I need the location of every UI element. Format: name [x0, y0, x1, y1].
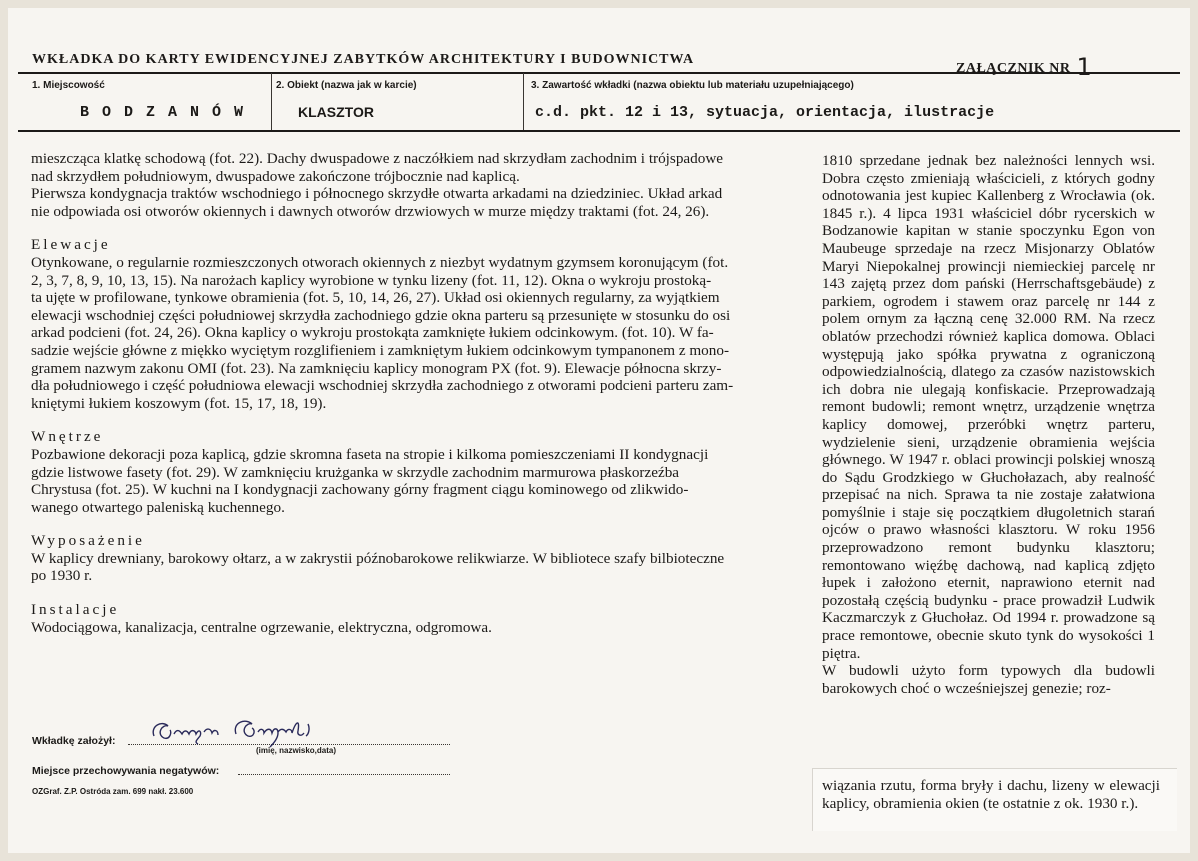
intro-line: nad skrzydłem południowym, dwuspadowe zakończone trójbocznie nad kaplicą. — [31, 167, 520, 185]
elewacje-line: elewacji wschodniej części południowej skrzydła zachodniego gdzie okna parteru są przesunięte w stosunku do osi — [31, 306, 731, 324]
side-column — [822, 152, 1155, 697]
section-heading-wyposazenie: Wyposażenie — [31, 532, 145, 550]
elewacje-line: ta ujęte w profilowane, tynkowe obramienia (fot. 5, 10, 14, 26, 27). Układ osi okiennych regularny, za wyjątkiem — [31, 289, 720, 307]
object-label: 2. Obiekt (nazwa jak w karcie) — [276, 80, 417, 91]
instalacje-line: Wodociągowa, kanalizacja, centralne ogrzewanie, elektryczna, odgromowa. — [31, 618, 492, 636]
intro-line: Pierwsza kondygnacja traktów wschodniego i północnego skrzydłe otwarta arkadami na dziedziniec. Układ arkad — [31, 185, 723, 203]
locality-label: 1. Miejscowość — [32, 80, 105, 91]
header-rule-bottom — [18, 130, 1180, 132]
wnetrze-line: Chrystusa (fot. 25). W kuchni na I kondygnacji zachowany górny fragment ciągu kominowego od zlikwido- — [31, 481, 689, 499]
attachment-number: 1 — [1076, 53, 1093, 81]
elewacje-line: kniętymi łukiem koszowym (fot. 15, 17, 18, 19). — [31, 394, 327, 412]
header-rule-top — [18, 72, 1180, 74]
wnetrze-line: gdzie listwowe fasety (fot. 29). W zamknięciu krużganka w skrzydle zachodnim marmurowa płaskorzeźba — [31, 463, 680, 481]
elewacje-line: arkad podcieni (fot. 24, 26). Okna kaplicy o wykroju prostokąta zamknięte łukiem odcinkowym. (fot. 10). W fa- — [31, 324, 714, 342]
printer-note: OZGraf. Z.P. Ostróda zam. 699 nakł. 23.600 — [32, 787, 194, 796]
elewacje-line: Otynkowane, o regularnie rozmieszczonych otworach okiennych z niezbyt wydatnym gzymsem koronującym (fot. — [31, 253, 729, 271]
style-paragraph-end: wiązania rzutu, forma bryły i dachu, lizeny w elewacji kaplicy, obramienia okien (te ostatnie z ok. 1930 r.). — [822, 777, 1160, 812]
section-heading-elewacje: Elewacje — [31, 236, 111, 254]
wnetrze-line: Pozbawione dekoracji poza kaplicą, gdzie skromna faseta na stropie i kilkoma pomieszczeniami II kondygnacji — [31, 445, 709, 463]
founder-caption: (imię, nazwisko,data) — [256, 746, 337, 755]
history-paragraph: 1810 sprzedane jednak bez należności lennych wsi. Dobra często zmieniają właścicieli, z których godny odnotowania jest kupiec Kallenberg z Wrocławia (ok. 1845 r.). 4 lipca 1931 właściciel dóbr rycerskich w Bodzanowie kapitan w stanie spoczynku Egon von Maubeuge sprzedaje na rzecz Misjonarzy Oblatów Maryi Niepokalnej prowincji niemieckiej parcelę nr 143 zajętą przez dom pański (Herrschaftsgebäude) z parkiem, ogrodem i stawem oraz parcelę nr 144 z polem ornym za łączną cenę 32.000 RM. Na rzecz oblatów przechodzi również kaplica domowa. Oblaci występują jako spółka prywatna z ograniczoną odpowiedzialnością, dlatego za czasów nazistowskich ich dobra nie ulegają konfiskacie. Przeprowadzają remont budowli; remont wnętrz, urządzenie wnętrza kaplicy domowej, przeróbki wnętrz parteru, wydzielenie sieni, urządzenie obramienia wejścia głównego. W 1947 r. oblaci prowincji polskiej wnoszą do Sądu Grodzkiego w Głuchołazach, aby realność przepisać na nich. Sprawa ta nie zostaje załatwiona pomyślnie i staje się początkiem długoletnich starań ojców o prawo własności klasztoru. W roku 1956 przeprowadzono remont budynku klasztoru; remontowano więźbę dachową, nad kaplicą zdjęto łupek i założono eternit, naprawiono eternit nad pozostałą częścią budynku - prace prowadził Ludwik Kaczmarczyk z Głuchołaz. Od 1994 r. prowadzone są prace remontowe, obecnie skuto tynk do wysokości 1 piętra. — [822, 152, 1155, 662]
contents-label: 3. Zawartość wkładki (nazwa obiektu lub materiału uzupełniającego) — [531, 80, 854, 91]
contents-value: c.d. pkt. 12 i 13, sytuacja, orientacja, ilustracje — [535, 104, 995, 121]
negatives-label: Miejsce przechowywania negatywów: — [32, 765, 220, 777]
column-divider-2 — [523, 73, 524, 130]
attachment-label-text: ZAŁĄCZNIK NR — [956, 61, 1071, 76]
intro-line: nie odpowiada osi otworów okiennych i dawnych otworów drzwiowych w murze między traktami (fot. 24, 26). — [31, 202, 710, 220]
wnetrze-line: wanego otwartego paleniską kuchennego. — [31, 498, 285, 516]
main-column — [31, 150, 791, 636]
wyposazenie-line: po 1930 r. — [31, 567, 93, 585]
section-heading-instalacje: Instalacje — [31, 601, 120, 619]
elewacje-line: 2, 3, 7, 8, 9, 10, 13, 15). Na narożach kaplicy wyrobione w tynku lizeny (fot. 11, 12). Okna o wykroju prostoką- — [31, 271, 712, 289]
wyposazenie-line: W kaplicy drewniany, barokowy ołtarz, a w zakrystii późnobarokowe relikwiarze. W bibliotece szafy bilbioteczne — [31, 549, 725, 567]
column-divider-1 — [271, 73, 272, 130]
style-paragraph-start: W budowli użyto form typowych dla budowli barokowych choć o wcześniejszej genezie; roz- — [822, 662, 1155, 697]
section-heading-wnetrze: Wnętrze — [31, 428, 104, 446]
negatives-dotted-line — [238, 774, 450, 775]
card-title: WKŁADKA DO KARTY EWIDENCYJNEJ ZABYTKÓW ARCHITEKTURY I BUDOWNICTWA — [32, 52, 695, 67]
signature-image — [148, 712, 333, 750]
intro-line: mieszcząca klatkę schodową (fot. 22). Dachy dwuspadowe z naczółkiem nad skrzydłam zachodnim i trójspadowe — [31, 150, 724, 167]
founder-label: Wkładkę założył: — [32, 735, 116, 747]
elewacje-line: sadzie wejście główne z miękko wyciętym rozglifieniem i zamkniętym łukiem odcinkowym tympanonem z mono- — [31, 341, 730, 359]
elewacje-line: gramem nazwym zakonu OMI (fot. 23). Na zamknięciu kaplicy monogram PX (fot. 9). Elewacje północna skrzy- — [31, 359, 722, 377]
locality-value: B O D Z A N Ó W — [80, 104, 246, 121]
elewacje-line: dła południowego i część południowa elewacji wschodniej skrzydła zachodniego z otworami podcieni parteru zam- — [31, 377, 734, 395]
object-value: KLASZTOR — [298, 104, 374, 120]
